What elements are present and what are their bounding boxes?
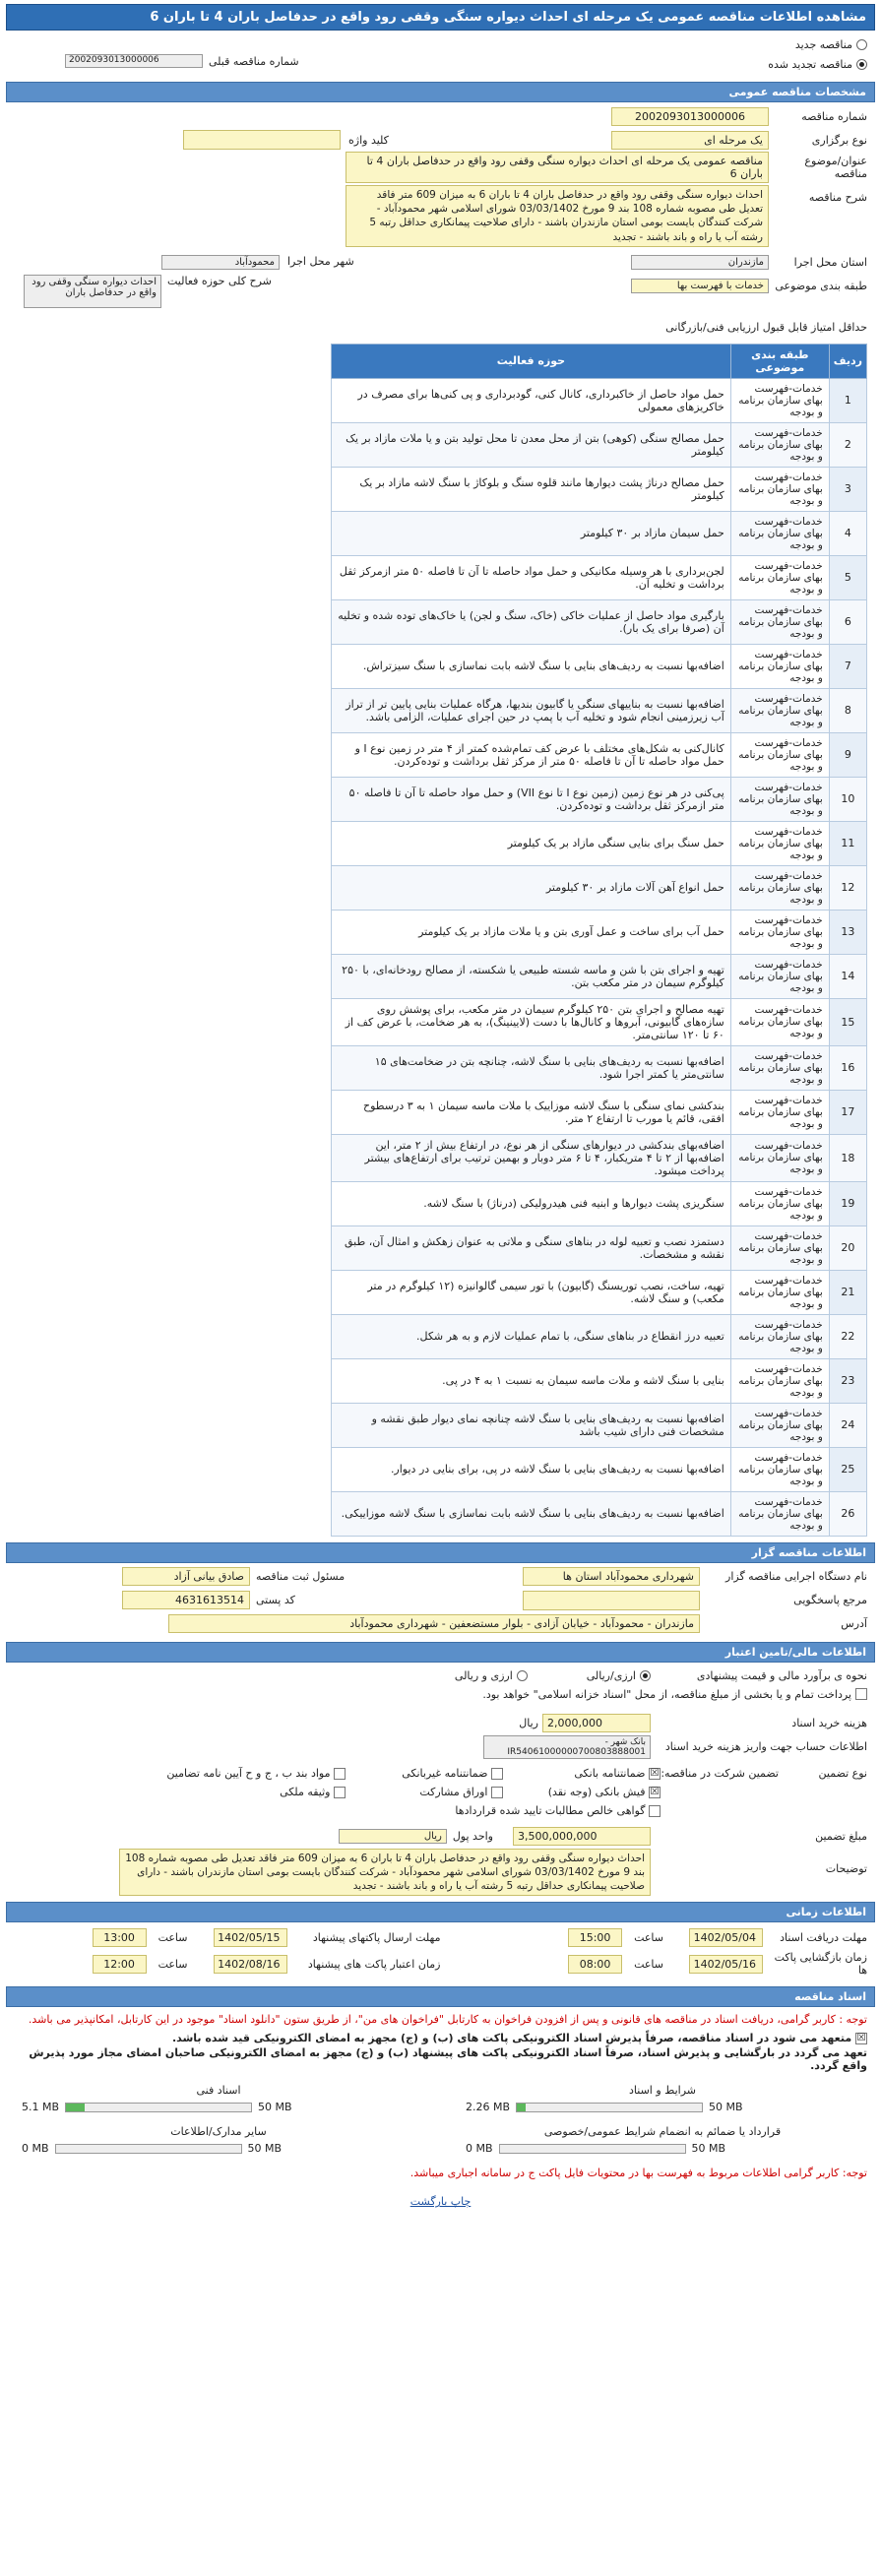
row-activity: تهیه مصالح و اجرای بتن ۲۵۰ کیلوگرم سیمان در متر مکعب، برای پوشش روی سازه‌های گابیونی، آبروها و کانال‌ها با دست (لایینینگ)، به هر ضخامت، با عرض کف از ۶۰ تا ۱۲۰ سانتی‌متر. xyxy=(332,998,731,1045)
table-row xyxy=(332,777,867,821)
file-conditions-label: شرایط و اسناد xyxy=(629,2084,696,2098)
rial-option-radio[interactable] xyxy=(640,1670,651,1681)
row-activity: کانال‌کنی به شکل‌های مختلف با عرض کف تمام‌شده کمتر از ۴ متر در زمین نوع I و حمل مواد حاصله تا آن تا فاصله ۵۰ متر از مرکز ثقل برداشت و توده‌کردن. xyxy=(332,732,731,777)
row-category: خدمات-فهرست بهای سازمان برنامه و بودجه xyxy=(730,599,829,644)
row-number: 18 xyxy=(829,1134,866,1181)
col-row-number: ردیف xyxy=(829,344,866,378)
time-section xyxy=(6,1922,875,1982)
row-number: 26 xyxy=(829,1491,866,1536)
row-category: خدمات-فهرست بهای سازمان برنامه و بودجه xyxy=(730,1270,829,1314)
row-activity: حمل مواد حاصل از خاکبرداری، کانال کنی، گودبرداری و پی کنی‌ها برای مصرف در خاکریزهای معمولی xyxy=(332,378,731,422)
new-tender-label: مناقصه جدید xyxy=(794,37,852,51)
prev-tender-label: شماره مناقصه قبلی xyxy=(209,54,299,68)
table-row xyxy=(332,644,867,688)
validity-label: زمان اعتبار پاکت های پیشنهاد xyxy=(307,1957,441,1971)
row-activity: اضافه‌بها نسبت به بناییهای سنگی یا گابیون بندیها، هرگاه عملیات بنایی پایین تر از تراز آب زیرزمینی انجام شود و تخلیه آب با پمپ در حین اجرای عملیات، الزامی باشد. xyxy=(332,688,731,732)
row-category: خدمات-فهرست بهای سازمان برنامه و بودجه xyxy=(730,954,829,998)
row-category: خدمات-فهرست بهای سازمان برنامه و بودجه xyxy=(730,688,829,732)
row-number: 7 xyxy=(829,644,866,688)
col-category: طبقه بندی موضوعی xyxy=(730,344,829,378)
postal-wrap xyxy=(122,1591,295,1609)
file-contract-progress xyxy=(499,2144,686,2154)
nonbank-guarantee-checkbox[interactable] xyxy=(491,1768,503,1780)
row-number: 2 xyxy=(829,422,866,467)
row-number: 1 xyxy=(829,378,866,422)
city-field[interactable]: محمودآباد xyxy=(161,255,280,270)
validity-time-value: 12:00 xyxy=(93,1955,147,1974)
row-category: خدمات-فهرست بهای سازمان برنامه و بودجه xyxy=(730,1225,829,1270)
opening-time-value: 08:00 xyxy=(568,1955,622,1974)
scope-field[interactable]: احداث دیواره سنگی وقفی رود واقع در حدفاصل باران xyxy=(24,275,161,308)
row-activity: پی‌کنی در هر نوع زمین (زمین نوع I تا نوع VII) و حمل مواد حاصله تا آن تا فاصله ۵۰ متر ازمرکز ثقل برداشت و توده‌کردن. xyxy=(332,777,731,821)
table-row xyxy=(332,1270,867,1314)
table-row xyxy=(332,865,867,910)
guarantee-amount-label: مبلغ تضمین xyxy=(815,1830,867,1844)
col-activity: حوزه فعالیت xyxy=(332,344,731,378)
row-number: 19 xyxy=(829,1181,866,1225)
file-conditions-progress xyxy=(516,2103,703,2112)
row-number: 6 xyxy=(829,599,866,644)
tender-number-field: 2002093013000006 xyxy=(611,107,769,126)
bylaw-items-label: مواد بند ب ، ج و ح آیین نامه تضامین xyxy=(166,1766,331,1780)
general-section-header: مشخصات مناقصه عمومی xyxy=(6,82,875,102)
scope-wrap xyxy=(24,275,272,308)
table-row xyxy=(332,1314,867,1358)
bylaw-items-checkbox[interactable] xyxy=(334,1768,346,1780)
bonds-checkbox[interactable] xyxy=(491,1787,503,1798)
file-other-max: 50 MB xyxy=(247,2142,283,2156)
row-number: 10 xyxy=(829,777,866,821)
file-contract-max: 50 MB xyxy=(691,2142,726,2156)
file-other-size: 0 MB xyxy=(22,2142,49,2156)
docs-section-header: اسناد مناقصه xyxy=(6,1986,875,2007)
table-row xyxy=(332,688,867,732)
postal-field: 4631613514 xyxy=(122,1591,250,1609)
file-technical-max: 50 MB xyxy=(258,2101,292,2114)
row-category: خدمات-فهرست بهای سازمان برنامه و بودجه xyxy=(730,555,829,599)
table-row xyxy=(332,954,867,998)
resp-field: صادق بیانی آزاد xyxy=(122,1567,250,1586)
opening-label: زمان بازگشایی پاکت ها xyxy=(774,1951,867,1978)
row-category: خدمات-فهرست بهای سازمان برنامه و بودجه xyxy=(730,1181,829,1225)
row-category: خدمات-فهرست بهای سازمان برنامه و بودجه xyxy=(730,865,829,910)
subject-label: عنوان/موضوع مناقصه xyxy=(804,155,867,180)
send-deadline xyxy=(14,1928,441,1947)
rial-option-label: ارزی/ریالی xyxy=(586,1669,636,1683)
file-row-1 xyxy=(14,2078,867,2119)
province-label: استان محل اجرا xyxy=(793,256,867,270)
category-field[interactable]: خدمات با فهرست بها xyxy=(631,279,769,293)
row-category: خدمات-فهرست بهای سازمان برنامه و بودجه xyxy=(730,910,829,954)
estimate-method-label: نحوه ی برآورد مالی و قیمت پیشنهادی xyxy=(696,1669,867,1683)
ref-field xyxy=(523,1591,700,1610)
row-activity: لجن‌برداری با هر وسیله مکانیکی و حمل مواد حاصله تا آن تا فاصله ۵۰ متر ازمرکز ثقل برداشت و تخلیه آن. xyxy=(332,555,731,599)
table-row xyxy=(332,910,867,954)
file-row-2 xyxy=(14,2119,867,2161)
row-category: خدمات-فهرست بهای سازمان برنامه و بودجه xyxy=(730,467,829,511)
file-conditions-max: 50 MB xyxy=(709,2101,743,2114)
property-collateral-label: وثیقه ملکی xyxy=(280,1785,331,1798)
row-activity: اضافه‌بها نسبت به ردیف‌های بنایی با سنگ لاشه بابت نماسازی با سنگ سیزتراش. xyxy=(332,644,731,688)
row-category: خدمات-فهرست بهای سازمان برنامه و بودجه xyxy=(730,1045,829,1090)
file-technical-size: 5.1 MB xyxy=(22,2101,60,2114)
city-wrap xyxy=(161,255,354,270)
row-category: خدمات-فهرست بهای سازمان برنامه و بودجه xyxy=(730,422,829,467)
file-other-label: سایر مدارک/اطلاعات xyxy=(170,2125,267,2139)
resp-wrap xyxy=(122,1567,345,1586)
file-contract-label: قرارداد یا ضمائم به انضمام شرایط عمومی/خصوصی xyxy=(543,2125,782,2139)
row-activity: دستمزد نصب و تعبیه لوله در بناهای سنگی و ملاتی به عنوان زهکش و امثال آن، طبق نقشه و مشخصات. xyxy=(332,1225,731,1270)
page-title: مشاهده اطلاعات مناقصه عمومی یک مرحله ای احداث دیواره سنگی وقفی رود واقع در حدفاصل باران 4 تا باران 6 xyxy=(6,4,875,31)
doc-fee-unit: ریال xyxy=(519,1717,538,1730)
receive-deadline xyxy=(441,1928,868,1947)
province-field[interactable]: مازندران xyxy=(631,255,769,270)
row-number: 9 xyxy=(829,732,866,777)
doc-fee-label: هزینه خرید اسناد xyxy=(791,1717,867,1730)
row-category: خدمات-فهرست بهای سازمان برنامه و بودجه xyxy=(730,821,829,865)
renewed-tender-label: مناقصه تجدید شده xyxy=(768,57,852,71)
row-activity: اضافه‌بها نسبت به ردیف‌های بنایی با سنگ لاشه در پی، برای بنایی در دیوار. xyxy=(332,1447,731,1491)
general-section xyxy=(6,102,875,1539)
row-category: خدمات-فهرست بهای سازمان برنامه و بودجه xyxy=(730,378,829,422)
send-date: 1402/05/15 xyxy=(214,1928,287,1947)
new-tender-radio[interactable] xyxy=(856,39,867,50)
tender-number-label: شماره مناقصه xyxy=(801,109,867,123)
receive-deadline-label: مهلت دریافت اسناد xyxy=(780,1931,867,1945)
description-label: شرح مناقصه xyxy=(808,191,867,204)
row-activity: تعبیه درز انقطاع در بناهای سنگی، با تمام عملیات لازم و به هر شکل. xyxy=(332,1314,731,1358)
row-activity: بنایی با سنگ لاشه و ملات ماسه سیمان به نسبت ۱ به ۴ در پی. xyxy=(332,1358,731,1403)
bank-receipt-label: فیش بانکی (وجه نقد) xyxy=(547,1785,646,1798)
guarantee-type-label: نوع تضمین xyxy=(818,1766,867,1780)
row-category: خدمات-فهرست بهای سازمان برنامه و بودجه xyxy=(730,998,829,1045)
row-number: 24 xyxy=(829,1403,866,1447)
table-row xyxy=(332,422,867,467)
row-category: خدمات-فهرست بهای سازمان برنامه و بودجه xyxy=(730,1090,829,1134)
currency-field[interactable]: ریال xyxy=(339,1829,447,1844)
ref-label: مرجع پاسخگویی xyxy=(793,1594,867,1607)
validity-date: 1402/08/16 xyxy=(214,1955,287,1974)
table-row xyxy=(332,1447,867,1491)
nonbank-guarantee-label: ضمانتنامه غیربانکی xyxy=(402,1766,488,1780)
resp-label: مسئول ثبت مناقصه xyxy=(256,1570,346,1584)
esign-accept-text: تعهد می گردد در بارگشایی و پذیرش اسناد، صرفاً اسناد الکترونیکی پاکت های پیشنهاد (ب) و (ج) مجهز به امضای الکترونیکی صاحبان امضای مجاز مورد پذیرش واقع گردد. xyxy=(29,2046,867,2073)
account-label: اطلاعات حساب جهت واریز هزینه خرید اسناد xyxy=(664,1740,867,1754)
row-category: خدمات-فهرست بهای سازمان برنامه و بودجه xyxy=(730,1134,829,1181)
price-list-note: توجه: کاربر گرامی اطلاعات مربوط به فهرست بها در محتویات فایل پاکت ج در سامانه اجباری میباشد. xyxy=(409,2167,867,2180)
category-label: طبقه بندی موضوعی xyxy=(775,280,867,293)
receive-time: 15:00 xyxy=(568,1928,622,1947)
table-row xyxy=(332,732,867,777)
row-activity: بارگیری مواد حاصل از عملیات خاکی (خاک، سنگ و لجن) یا خاک‌های توده شده و تخلیه آن (صرفا برای یک بار). xyxy=(332,599,731,644)
postal-label: کد پستی xyxy=(256,1594,295,1607)
credit-section-header: اطلاعات مالی/تامین اعتبار xyxy=(6,1642,875,1663)
row-number: 21 xyxy=(829,1270,866,1314)
renewed-tender-radio[interactable] xyxy=(856,59,867,70)
row-category: خدمات-فهرست بهای سازمان برنامه و بودجه xyxy=(730,1314,829,1358)
row-category: خدمات-فهرست بهای سازمان برنامه و بودجه xyxy=(730,511,829,555)
row-activity: اضافه‌بها نسبت به ردیف‌های بنایی با سنگ لاشه چنانچه نمای دیوار طبق نقشه و مشخصات فنی دارای شیب باشد xyxy=(332,1403,731,1447)
validity-time xyxy=(14,1951,441,1977)
send-time: 13:00 xyxy=(93,1928,147,1947)
row-category: خدمات-فهرست بهای سازمان برنامه و بودجه xyxy=(730,777,829,821)
bank-receipt-checkbox[interactable]: ☒ xyxy=(650,1786,660,1797)
print-return-link[interactable]: چاپ بارگشت xyxy=(409,2195,472,2209)
row-category: خدمات-فهرست بهای سازمان برنامه و بودجه xyxy=(730,1491,829,1536)
table-row xyxy=(332,378,867,422)
table-row xyxy=(332,555,867,599)
address-field: مازندران - محمودآباد - خیابان آزادی - بلوار مستضعفین - شهرداری محمودآباد xyxy=(168,1614,700,1633)
file-block-conditions xyxy=(466,2084,859,2113)
table-row xyxy=(332,821,867,865)
row-number: 22 xyxy=(829,1314,866,1358)
row-activity: تهیه، ساخت، نصب توریسنگ (گابیون) با تور سیمی گالوانیزه (۱۲ کیلوگرم در متر مکعب) و سنگ لاشه. xyxy=(332,1270,731,1314)
table-row xyxy=(332,1358,867,1403)
net-claims-label: گواهی خالص مطالبات تایید شده قراردادها xyxy=(455,1803,646,1817)
min-score-label: حداقل امتیاز قابل قبول ارزیابی فنی/بازرگانی xyxy=(665,321,867,335)
row-category: خدمات-فهرست بهای سازمان برنامه و بودجه xyxy=(730,1447,829,1491)
keyword-field[interactable] xyxy=(183,130,341,150)
table-row xyxy=(332,998,867,1045)
row-activity: بندکشی نمای سنگی با سنگ لاشه موزاییک با ملات ماسه سیمان ۱ به ۳ درسطوح افقی، قائم یا مورب تا ارتفاع ۲ متر. xyxy=(332,1090,731,1134)
row-activity: اضافه‌بهای بندکشی در دیوارهای سنگی از هر نوع، در ارتفاع بیش از ۲ متر، این اضافه‌بها از ۲ تا ۴ متریکبار، ۴ تا ۶ متر دوبار و بهمین ترتیب برای ارتفاع‌های بیشتر پرداخت میشود. xyxy=(332,1134,731,1181)
activity-table xyxy=(331,344,867,1537)
bonds-label: اوراق مشارکت xyxy=(419,1785,488,1798)
validity-time-label: ساعت xyxy=(157,1957,188,1971)
opening-time xyxy=(441,1951,868,1977)
address-label: آدرس xyxy=(841,1617,867,1631)
currency-unit-label: واحد پول xyxy=(452,1830,493,1844)
org-name-label: نام دستگاه اجرایی مناقصه گزار xyxy=(725,1570,867,1584)
row-category: خدمات-فهرست بهای سازمان برنامه و بودجه xyxy=(730,644,829,688)
explanation-label: توضیحات xyxy=(825,1861,867,1875)
row-number: 16 xyxy=(829,1045,866,1090)
table-row xyxy=(332,1225,867,1270)
guarantee-options xyxy=(149,1767,661,1817)
row-activity: سنگریزی پشت دیوارها و ابنیه فنی هیدرولیکی (درناژ) با سنگ لاشه. xyxy=(332,1181,731,1225)
row-number: 17 xyxy=(829,1090,866,1134)
prev-tender-field[interactable]: 2002093013000006 xyxy=(65,54,203,68)
send-deadline-label: مهلت ارسال پاکتهای پیشنهاد xyxy=(312,1931,441,1945)
file-technical-label: اسناد فنی xyxy=(196,2084,241,2098)
hold-type-field[interactable]: یک مرحله ای xyxy=(611,131,769,150)
row-number: 25 xyxy=(829,1447,866,1491)
row-activity: اضافه‌بها نسبت به ردیف‌های بنایی با سنگ لاشه بابت نماسازی با سنگ لاشه موزاییکی. xyxy=(332,1491,731,1536)
net-claims-checkbox[interactable] xyxy=(649,1805,661,1817)
file-block-other xyxy=(22,2125,415,2155)
hold-type-label: نوع برگزاری xyxy=(811,133,867,147)
bank-guarantee-label: ضمانتنامه بانکی xyxy=(574,1766,646,1780)
row-number: 20 xyxy=(829,1225,866,1270)
opening-time-label: ساعت xyxy=(634,1957,663,1971)
table-row xyxy=(332,1491,867,1536)
row-activity: حمل سیمان مازاد بر ۳۰ کیلومتر xyxy=(332,511,731,555)
fx-rial-option-label: ارزی و ریالی xyxy=(454,1669,513,1683)
row-activity: حمل سنگ برای بنایی سنگی مازاد بر یک کیلومتر xyxy=(332,821,731,865)
bank-guarantee-checkbox[interactable]: ☒ xyxy=(650,1767,660,1779)
row-category: خدمات-فهرست بهای سازمان برنامه و بودجه xyxy=(730,732,829,777)
row-category: خدمات-فهرست بهای سازمان برنامه و بودجه xyxy=(730,1358,829,1403)
file-block-contract xyxy=(466,2125,859,2155)
receive-time-label: ساعت xyxy=(634,1931,663,1945)
opening-date: 1402/05/16 xyxy=(689,1955,763,1974)
esign-commit-checkbox[interactable]: ☒ xyxy=(856,2033,866,2044)
row-number: 23 xyxy=(829,1358,866,1403)
progress-fill xyxy=(66,2104,85,2111)
row-number: 5 xyxy=(829,555,866,599)
row-activity: حمل مصالح سنگی (کوهی) بتن از محل معدن تا محل تولید بتن و یا ملات مازاد بر یک کیلومتر xyxy=(332,422,731,467)
doc-fee-field: 2,000,000 xyxy=(542,1714,651,1732)
row-activity: اضافه‌بها نسبت به ردیف‌های بنایی با سنگ لاشه، چنانچه بتن در ضخامت‌های ۱۵ سانتی‌متر یا کمتر اجرا شود. xyxy=(332,1045,731,1090)
city-label: شهر محل اجرا xyxy=(287,255,354,269)
file-contract-size: 0 MB xyxy=(466,2142,493,2156)
guarantee-amount-field: 3,500,000,000 xyxy=(513,1827,651,1846)
row-number: 8 xyxy=(829,688,866,732)
row-number: 12 xyxy=(829,865,866,910)
row-activity: حمل آب برای ساخت و عمل آوری بتن و یا ملات مازاد بر یک کیلومتر xyxy=(332,910,731,954)
description-field: احداث دیواره سنگی وقفی رود واقع در حدفاصل باران 4 تا باران 6 به میزان 609 متر فاقد تعدیل طی مصوبه شماره 108 بند 9 مورخ 03/03/1402 شورای اسلامی شهر محمودآباد - شرکت کنندگان بایست بومی استان مازندران باشند - دارای صلاحیت پیمانکاری حداقل رتبه 5 رشته آب یا راه و باند باشند - تجدید xyxy=(346,185,769,247)
subject-field: مناقصه عمومی یک مرحله ای احداث دیواره سنگی وقفی رود واقع در حدفاصل باران 4 تا باران 6 xyxy=(346,152,769,183)
row-number: 11 xyxy=(829,821,866,865)
row-number: 3 xyxy=(829,467,866,511)
table-row xyxy=(332,1045,867,1090)
row-category: خدمات-فهرست بهای سازمان برنامه و بودجه xyxy=(730,1403,829,1447)
row-activity: حمل انواع آهن آلات مازاد بر ۳۰ کیلومتر xyxy=(332,865,731,910)
tender-type-options xyxy=(6,31,875,78)
guarantee-caption: تضمین شرکت در مناقصه: xyxy=(661,1766,779,1780)
table-row xyxy=(332,1134,867,1181)
table-row xyxy=(332,1403,867,1447)
file-conditions-size: 2.26 MB xyxy=(466,2101,511,2114)
keyword-label: کلید واژه xyxy=(348,133,389,147)
progress-fill xyxy=(517,2104,526,2111)
table-row xyxy=(332,599,867,644)
file-block-technical xyxy=(22,2084,415,2113)
send-time-label: ساعت xyxy=(157,1931,188,1945)
scope-label: شرح کلی حوزه فعالیت xyxy=(167,274,272,287)
file-technical-progress xyxy=(65,2103,252,2112)
table-row xyxy=(332,511,867,555)
fx-rial-option-radio[interactable] xyxy=(517,1670,528,1681)
credit-section xyxy=(6,1663,875,1899)
download-note: توجه : کاربر گرامی، دریافت اسناد در مناقصه های قانونی و پس از افزودن فراخوان به کارتابل "فراخوان های من"، از طریق ستون "دانلود اسناد" موجود در این کارتابل، امکانپذیر می باشد. xyxy=(28,2013,867,2027)
row-number: 13 xyxy=(829,910,866,954)
table-row xyxy=(332,1090,867,1134)
treasury-checkbox[interactable] xyxy=(855,1688,867,1700)
row-number: 14 xyxy=(829,954,866,998)
docs-section xyxy=(6,2007,875,2185)
file-other-progress xyxy=(55,2144,242,2154)
org-section xyxy=(6,1563,875,1638)
row-number: 4 xyxy=(829,511,866,555)
esign-commit-text: متعهد می شود در اسناد مناقصه، صرفاً پذیرش اسناد الکترونیکی پاکت های (ب) و (ج) مجهز به امضای الکترونیکی قید شده باشد. xyxy=(171,2032,852,2045)
explanation-field: احداث دیواره سنگی وقفی رود واقع در حدفاصل باران 4 تا باران 6 به میزان 609 متر فاقد تعدیل طی مصوبه شماره 108 بند 9 مورخ 03/03/1402 شورای اسلامی شهر محمودآباد - شرکت کنندگان بایست بومی استان مازندران باشند - دارای صلاحیت پیمانکاری حداقل رتبه 5 رشته آب یا راه و باند باشند - تجدید xyxy=(119,1849,651,1897)
receive-date: 1402/05/04 xyxy=(689,1928,763,1947)
row-number: 15 xyxy=(829,998,866,1045)
table-row xyxy=(332,467,867,511)
org-name-field: شهرداری محمودآباد استان ها xyxy=(523,1567,700,1586)
org-section-header: اطلاعات مناقصه گزار xyxy=(6,1542,875,1563)
time-section-header: اطلاعات زمانی xyxy=(6,1902,875,1922)
row-activity: تهیه و اجرای بتن با شن و ماسه شسته طبیعی یا شکسته، از مصالح رودخانه‌ای، با ۲۵۰ کیلوگرم سیمان در متر مکعب بتن. xyxy=(332,954,731,998)
table-row xyxy=(332,1181,867,1225)
property-collateral-checkbox[interactable] xyxy=(334,1787,346,1798)
treasury-note: پرداخت تمام و یا بخشی از مبلغ مناقصه، از محل "اسناد خزانه اسلامی" خواهد بود. xyxy=(482,1687,851,1701)
row-activity: حمل مصالح درناژ پشت دیوارها مانند قلوه سنگ و بلوکاژ با سنگ لاشه مازاد بر یک کیلومتر xyxy=(332,467,731,511)
account-field[interactable]: بانک شهر - IR54061000000700803888001 xyxy=(483,1735,651,1759)
